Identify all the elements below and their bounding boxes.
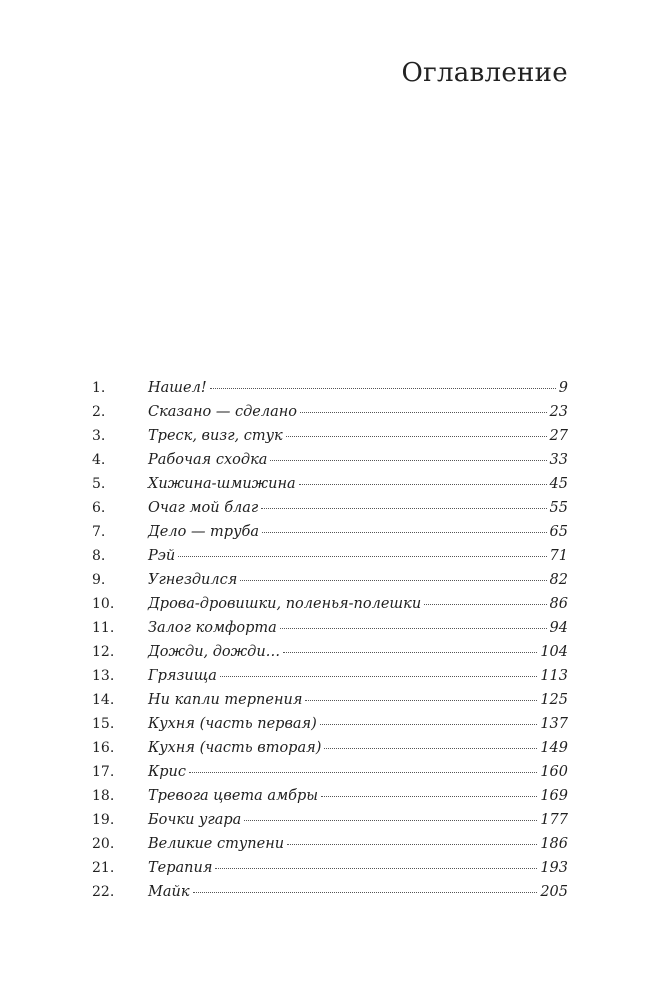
dot-leader (305, 700, 537, 701)
dot-leader (300, 412, 547, 413)
toc-entry (92, 860, 568, 884)
page-number: 71 (549, 548, 568, 564)
toc-entry (92, 812, 568, 836)
chapter-number: 12. (92, 644, 115, 660)
dot-leader (240, 580, 546, 581)
chapter-title: Дрова-дровишки, поленья-полешки (148, 596, 422, 612)
dot-leader (193, 892, 538, 893)
toc-entry (92, 476, 568, 500)
page-number: 177 (540, 812, 568, 828)
page-title: Оглавление (401, 58, 568, 88)
dot-leader (299, 484, 547, 485)
page-number: 125 (540, 692, 568, 708)
toc-entry (92, 452, 568, 476)
toc-entry (92, 404, 568, 428)
toc-entry (92, 668, 568, 692)
toc-entry (92, 428, 568, 452)
chapter-number: 22. (92, 884, 115, 900)
dot-leader (321, 796, 537, 797)
chapter-title: Рабочая сходка (148, 452, 268, 468)
dot-leader (424, 604, 546, 605)
dot-leader (189, 772, 537, 773)
toc-entry (92, 692, 568, 716)
toc-entry (92, 620, 568, 644)
page-number: 65 (549, 524, 568, 540)
chapter-title: Тревога цвета амбры (148, 788, 319, 804)
chapter-title: Терапия (148, 860, 213, 876)
toc-entry (92, 524, 568, 548)
chapter-title: Очаг мой благ (148, 500, 259, 516)
dot-leader (215, 868, 537, 869)
chapter-title: Ни капли терпения (148, 692, 303, 708)
page-number: 205 (540, 884, 568, 900)
page-number: 160 (540, 764, 568, 780)
toc-entry (92, 836, 568, 860)
chapter-number: 8. (92, 548, 106, 564)
chapter-title: Угнездился (148, 572, 238, 588)
chapter-number: 11. (92, 620, 115, 636)
page-number: 86 (549, 596, 568, 612)
page-number: 169 (540, 788, 568, 804)
chapter-number: 17. (92, 764, 115, 780)
toc-entry (92, 764, 568, 788)
chapter-title: Треск, визг, стук (148, 428, 283, 444)
dot-leader (324, 748, 537, 749)
chapter-title: Бочки угара (148, 812, 242, 828)
page-number: 45 (549, 476, 568, 492)
dot-leader (283, 652, 537, 653)
toc-entry (92, 500, 568, 524)
chapter-number: 13. (92, 668, 115, 684)
page-number: 55 (549, 500, 568, 516)
toc-entry (92, 572, 568, 596)
chapter-title: Нашел! (148, 380, 207, 396)
page-number: 23 (549, 404, 568, 420)
chapter-number: 15. (92, 716, 115, 732)
toc-entry (92, 740, 568, 764)
page-number: 113 (540, 668, 568, 684)
page-number: 193 (540, 860, 568, 876)
chapter-number: 9. (92, 572, 106, 588)
chapter-title: Дожди, дожди… (148, 644, 281, 660)
chapter-title: Хижина-шмижина (148, 476, 296, 492)
dot-leader (320, 724, 538, 725)
chapter-title: Кухня (часть первая) (148, 716, 317, 732)
toc-entry (92, 788, 568, 812)
page-number: 137 (540, 716, 568, 732)
chapter-title: Сказано — сделано (148, 404, 298, 420)
chapter-title: Рэй (148, 548, 176, 564)
page-number: 149 (540, 740, 568, 756)
chapter-number: 5. (92, 476, 106, 492)
chapter-title: Майк (148, 884, 190, 900)
dot-leader (210, 388, 556, 389)
toc-entry (92, 596, 568, 620)
page-number: 33 (549, 452, 568, 468)
chapter-number: 2. (92, 404, 106, 420)
dot-leader (262, 532, 547, 533)
chapter-number: 4. (92, 452, 106, 468)
chapter-title: Кухня (часть вторая) (148, 740, 322, 756)
chapter-title: Дело — труба (148, 524, 259, 540)
chapter-number: 20. (92, 836, 115, 852)
dot-leader (270, 460, 546, 461)
dot-leader (287, 844, 537, 845)
page-number: 104 (540, 644, 568, 660)
chapter-number: 10. (92, 596, 115, 612)
page-number: 27 (549, 428, 568, 444)
page-number: 186 (540, 836, 568, 852)
chapter-number: 3. (92, 428, 106, 444)
dot-leader (261, 508, 546, 509)
toc-entry (92, 380, 568, 404)
chapter-title: Великие ступени (148, 836, 285, 852)
chapter-number: 16. (92, 740, 115, 756)
chapter-number: 1. (92, 380, 106, 396)
chapter-number: 18. (92, 788, 115, 804)
dot-leader (280, 628, 547, 629)
page-number: 9 (558, 380, 568, 396)
toc-entry (92, 548, 568, 572)
dot-leader (220, 676, 537, 677)
chapter-number: 14. (92, 692, 115, 708)
chapter-number: 7. (92, 524, 106, 540)
chapter-number: 6. (92, 500, 106, 516)
chapter-number: 19. (92, 812, 115, 828)
toc-entry (92, 644, 568, 668)
chapter-title: Залог комфорта (148, 620, 277, 636)
page-number: 94 (549, 620, 568, 636)
dot-leader (244, 820, 537, 821)
chapter-title: Крис (148, 764, 186, 780)
chapter-number: 21. (92, 860, 115, 876)
table-of-contents (92, 380, 568, 908)
page-number: 82 (549, 572, 568, 588)
toc-entry (92, 716, 568, 740)
dot-leader (178, 556, 546, 557)
toc-entry (92, 884, 568, 908)
chapter-title: Грязища (148, 668, 217, 684)
dot-leader (286, 436, 547, 437)
